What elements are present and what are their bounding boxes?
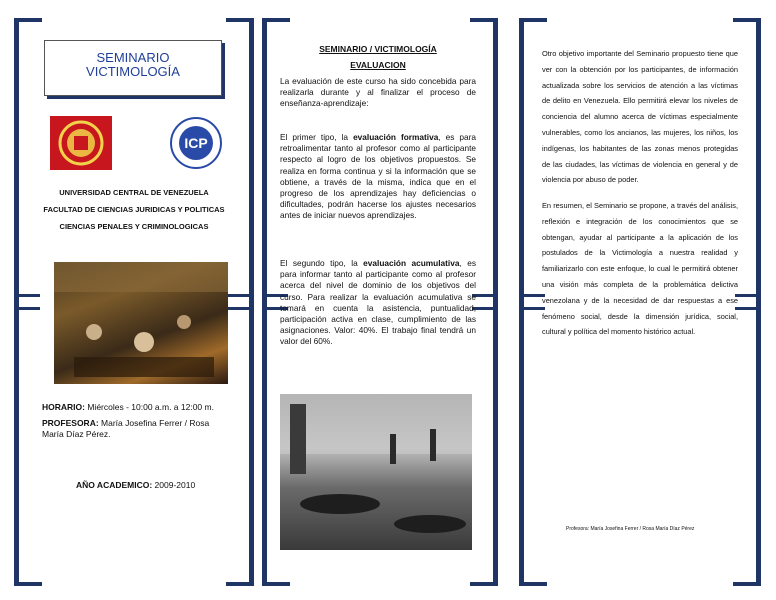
profesora-label: PROFESORA: — [42, 418, 99, 428]
profesora-value: María Josefina Ferrer / Rosa María Díaz Pérez. — [42, 418, 210, 439]
ano-value: 2009-2010 — [152, 480, 196, 490]
institution-line-3: CIENCIAS PENALES Y CRIMINOLOGICAS — [59, 222, 209, 231]
evaluation-subheading: EVALUACION — [350, 60, 406, 70]
ucv-logo — [50, 116, 112, 170]
title-line-1: SEMINARIO — [96, 50, 170, 65]
professor-line — [42, 418, 232, 440]
ano-label: AÑO ACADEMICO: — [76, 480, 153, 490]
cumulative-bold: evaluación acumulativa — [363, 258, 460, 268]
icp-logo — [165, 116, 227, 170]
academic-year-line — [76, 480, 195, 490]
objective-paragraph: Otro objetivo importante del Seminario propuesto tiene que ver con la obtención por los participantes, de información actualizada sobre los servicios de atención a las víctimas de delito en Venezuela. Ello permitirá elevar los niveles de conciencia del alumno acerca de víctimas especialmente vulnerables, como los ancianos, las mujeres, los niños, los indígenas, los habitantes de las zonas menos protegidas de las ciudades, las víctimas de violencia en general y de violencia por abuso de poder. — [542, 49, 738, 185]
formative-paragraph — [280, 132, 476, 222]
footer-professors: Profesora: María Josefina Ferrer / Rosa María Díaz Pérez — [566, 526, 695, 532]
cumulative-post: , es para informar tanto al participante como al profesor acerca del nivel de dominio de los objetivos del curso. Para realizar la evaluación acumulativa se tomará en cuenta la asistencia, puntualidad, participación activa en clase, cumplimiento de las asignaciones. Valor: 40%. El trabajo final tendrá un valor del 60%. — [280, 258, 477, 347]
formative-post: , es para retroalimentar tanto al profesor como al participante respecto al logro de los objetivos propuestos. Se realiza en forma continua y si la información que se obtiene, a través de la misma, indica que en el progreso de los aprendizajes hay deficiencias o dificultades, podrán hacerse los ajustes necesarios antes de iniciar nuevos aprendizajes. — [280, 132, 476, 221]
cumulative-paragraph — [280, 258, 476, 348]
evaluation-intro: La evaluación de este curso ha sido concebida para realizarla durante y al finalizar el proceso de enseñanza-aprendizaje: — [280, 76, 476, 109]
seminar-title-box — [44, 40, 222, 96]
summary-paragraph: En resumen, el Seminario se propone, a través del análisis, reflexión e integración de los conocimientos que se obtengan, ayudar al participante a la aplicación de los postulados de la Victimología a nuestra realidad y familiarizarlo con este enfoque, lo cual le permitirá obtener una visión más completa de la problemática delictiva venezolana y de la necesidad de dar respuestas a ese fenómeno social, desde la dimensión jurídica, social, cultural y política del momento histórico actual. — [542, 201, 738, 337]
icp-logo-text: ICP — [184, 135, 208, 151]
formative-bold: evaluación formativa — [353, 132, 439, 142]
schedule-line — [42, 402, 214, 412]
evaluation-heading: SEMINARIO / VICTIMOLOGÍA — [319, 44, 437, 54]
cumulative-pre: El segundo tipo, la — [280, 258, 364, 268]
painting-image — [54, 262, 228, 384]
street-photo-image — [280, 394, 472, 550]
horario-value: Miércoles - 10:00 a.m. a 12:00 m. — [84, 402, 214, 412]
title-line-2: VICTIMOLOGÍA — [86, 64, 180, 79]
formative-pre: El primer tipo, la — [280, 132, 354, 142]
institution-line-2: FACULTAD DE CIENCIAS JURIDICAS Y POLITICAS — [43, 205, 225, 214]
horario-label: HORARIO: — [42, 402, 85, 412]
institution-line-1: UNIVERSIDAD CENTRAL DE VENEZUELA — [59, 188, 209, 197]
